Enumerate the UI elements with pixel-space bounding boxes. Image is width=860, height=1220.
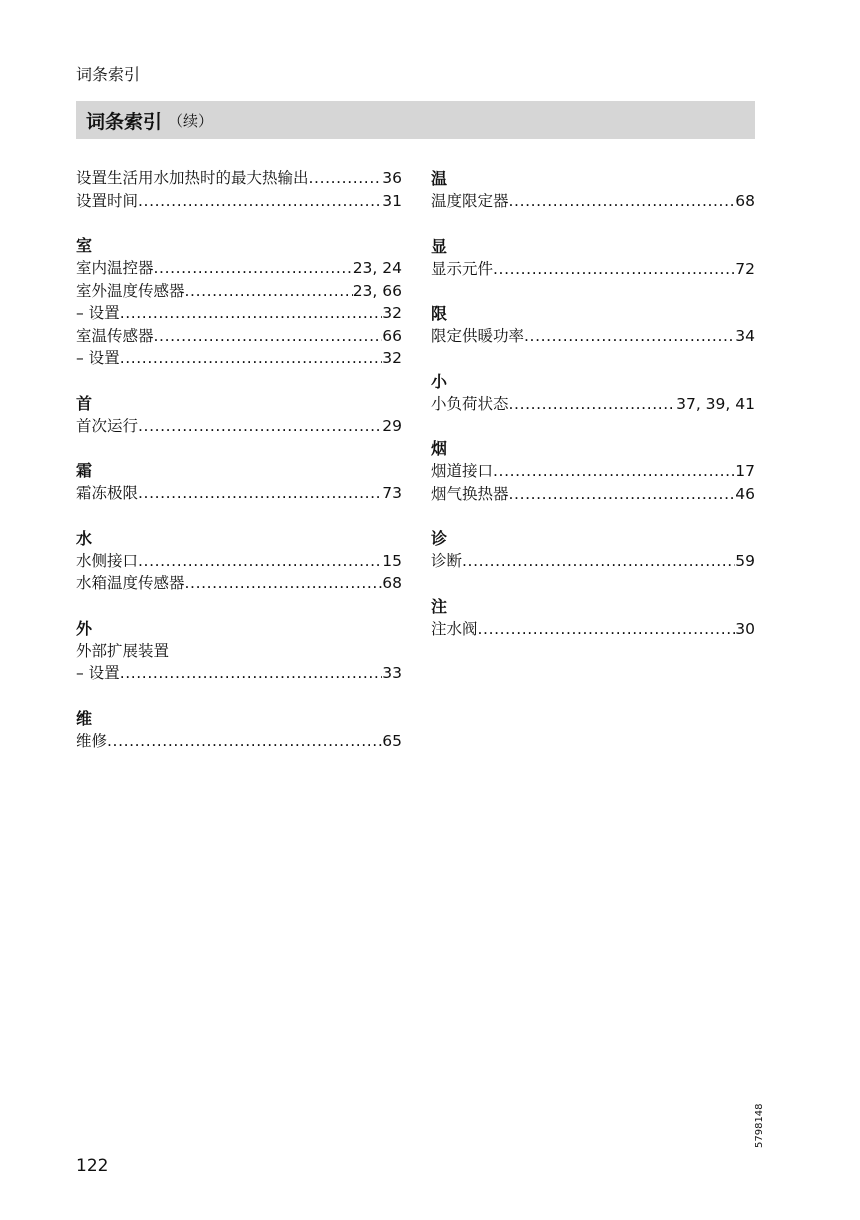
dot-leader bbox=[154, 325, 383, 348]
index-entry-pages: 37, 39, 41 bbox=[676, 394, 755, 413]
index-entry-term: 烟道接口 bbox=[431, 462, 494, 480]
index-group bbox=[431, 437, 755, 505]
index-entry bbox=[431, 460, 755, 483]
index-group bbox=[431, 167, 755, 213]
index-group bbox=[431, 370, 755, 416]
index-entry-pages: 36 bbox=[382, 169, 402, 187]
index-group bbox=[76, 392, 402, 438]
index-column-left bbox=[76, 167, 402, 774]
section-title-continued: （续） bbox=[168, 111, 214, 130]
index-entry bbox=[431, 618, 755, 641]
index-group bbox=[76, 617, 402, 685]
index-group bbox=[431, 527, 755, 573]
index-entry-term: 设置时间 bbox=[76, 191, 139, 210]
dot-leader bbox=[478, 618, 736, 641]
index-letter-heading: 外 bbox=[76, 618, 93, 638]
dot-leader bbox=[138, 482, 382, 505]
index-entry-pages: 73 bbox=[382, 484, 402, 502]
index-entry bbox=[431, 258, 755, 281]
dot-leader bbox=[509, 483, 736, 506]
index-entry-pages: 46 bbox=[735, 484, 755, 503]
index-entry-term: 烟气换热器 bbox=[431, 484, 509, 503]
index-entry-pages: 34 bbox=[735, 327, 755, 345]
index-entry-pages: 59 bbox=[735, 552, 755, 570]
index-letter-heading: 室 bbox=[76, 236, 93, 255]
dot-leader bbox=[309, 167, 383, 190]
index-entry-term: 显示元件 bbox=[431, 259, 494, 278]
index-entry-term: 室内温控器 bbox=[76, 259, 154, 277]
index-letter-heading: 限 bbox=[431, 304, 448, 323]
index-entry bbox=[431, 550, 755, 573]
dot-leader bbox=[120, 662, 383, 685]
index-entry bbox=[431, 190, 755, 213]
index-entry-pages: 23, 24 bbox=[352, 259, 402, 277]
index-entry-pages: 31 bbox=[382, 191, 402, 210]
index-group bbox=[76, 459, 402, 505]
index-group bbox=[76, 167, 402, 212]
index-entry bbox=[76, 167, 402, 190]
index-entry-pages: 15 bbox=[382, 551, 402, 570]
index-entry-pages: 32 bbox=[382, 349, 402, 367]
index-letter-heading: 烟 bbox=[431, 439, 448, 458]
index-entry bbox=[76, 325, 402, 348]
index-letter-heading: 维 bbox=[76, 708, 93, 728]
index-entry bbox=[76, 482, 402, 505]
index-entry bbox=[431, 393, 755, 416]
index-entry-term: 限定供暖功率 bbox=[431, 327, 525, 345]
index-letter-heading: 诊 bbox=[431, 529, 448, 548]
index-entry-pages: 17 bbox=[735, 462, 755, 480]
index-group bbox=[76, 527, 402, 595]
index-entry-term: 水箱温度传感器 bbox=[76, 574, 185, 592]
dot-leader bbox=[154, 257, 353, 280]
running-header: 词条索引 bbox=[76, 65, 141, 84]
index-letter-heading: 显 bbox=[431, 236, 448, 256]
dot-leader bbox=[138, 550, 382, 573]
index-entry-pages: 66 bbox=[382, 326, 402, 345]
index-entry-term: 温度限定器 bbox=[431, 192, 509, 210]
index-entry bbox=[76, 190, 402, 213]
index-letter-heading: 首 bbox=[76, 393, 93, 413]
index-entry-term: 注水阀 bbox=[431, 619, 478, 638]
index-entry-term: 霜冻极限 bbox=[76, 484, 139, 502]
index-entry-term: 小负荷状态 bbox=[431, 394, 509, 413]
index-entry-pages: 72 bbox=[735, 259, 755, 278]
index-group bbox=[76, 234, 402, 370]
dot-leader bbox=[462, 550, 735, 573]
dot-leader bbox=[138, 190, 382, 213]
index-entry-pages: 23, 66 bbox=[352, 281, 402, 300]
dot-leader bbox=[107, 730, 382, 753]
index-group bbox=[76, 707, 402, 753]
index-entry-pages: 68 bbox=[735, 192, 755, 210]
index-entry bbox=[431, 483, 755, 506]
index-entry bbox=[76, 730, 402, 753]
index-entry-pages: 29 bbox=[382, 416, 402, 435]
dot-leader bbox=[138, 415, 382, 438]
index-entry-term: 室外温度传感器 bbox=[76, 281, 185, 300]
dot-leader bbox=[524, 325, 735, 348]
index-entry-term: 设置生活用水加热时的最大热输出 bbox=[76, 169, 309, 187]
dot-leader bbox=[185, 280, 353, 303]
index-entry-term: – 设置 bbox=[76, 664, 120, 682]
section-title: 词条索引 bbox=[86, 110, 163, 133]
dot-leader bbox=[493, 460, 735, 483]
index-entry bbox=[76, 662, 402, 685]
document-code: 5798148 bbox=[754, 1103, 765, 1148]
index-letter-heading: 霜 bbox=[76, 461, 93, 480]
index-group bbox=[431, 595, 755, 641]
index-entry bbox=[76, 257, 402, 280]
index-entry-pages: 32 bbox=[382, 304, 402, 322]
index-entry bbox=[76, 415, 402, 438]
dot-leader bbox=[493, 258, 735, 281]
dot-leader bbox=[185, 572, 383, 595]
index-entry-term: 室温传感器 bbox=[76, 326, 154, 345]
index-entry-term: 维修 bbox=[76, 731, 108, 750]
index-entry bbox=[76, 302, 402, 325]
dot-leader bbox=[509, 393, 677, 416]
index-entry-pages: 65 bbox=[382, 731, 402, 750]
index-column-right bbox=[431, 167, 755, 662]
dot-leader bbox=[509, 190, 736, 213]
dot-leader bbox=[120, 347, 383, 370]
index-group bbox=[431, 302, 755, 348]
index-letter-heading: 注 bbox=[431, 596, 448, 616]
index-entry-term: 诊断 bbox=[431, 552, 463, 570]
index-group bbox=[431, 235, 755, 281]
index-letter-heading: 温 bbox=[431, 169, 448, 188]
index-letter-heading: 小 bbox=[431, 371, 448, 391]
dot-leader bbox=[120, 302, 383, 325]
index-entry-pages: 68 bbox=[382, 574, 402, 592]
index-entry bbox=[431, 325, 755, 348]
index-entry-term: 外部扩展装置 bbox=[76, 641, 170, 660]
index-entry-term: – 设置 bbox=[76, 349, 120, 367]
index-entry-term: – 设置 bbox=[76, 304, 120, 322]
index-entry-pages: 30 bbox=[735, 619, 755, 638]
index-entry bbox=[76, 347, 402, 370]
index-entry-term: 首次运行 bbox=[76, 416, 139, 435]
index-entry-term: 水侧接口 bbox=[76, 551, 139, 570]
index-entry bbox=[76, 640, 402, 663]
page-number: 122 bbox=[76, 1156, 109, 1176]
index-entry bbox=[76, 280, 402, 303]
index-letter-heading: 水 bbox=[76, 528, 93, 548]
index-entry bbox=[76, 572, 402, 595]
index-entry bbox=[76, 550, 402, 573]
index-entry-pages: 33 bbox=[382, 664, 402, 682]
section-title-band bbox=[76, 101, 755, 139]
